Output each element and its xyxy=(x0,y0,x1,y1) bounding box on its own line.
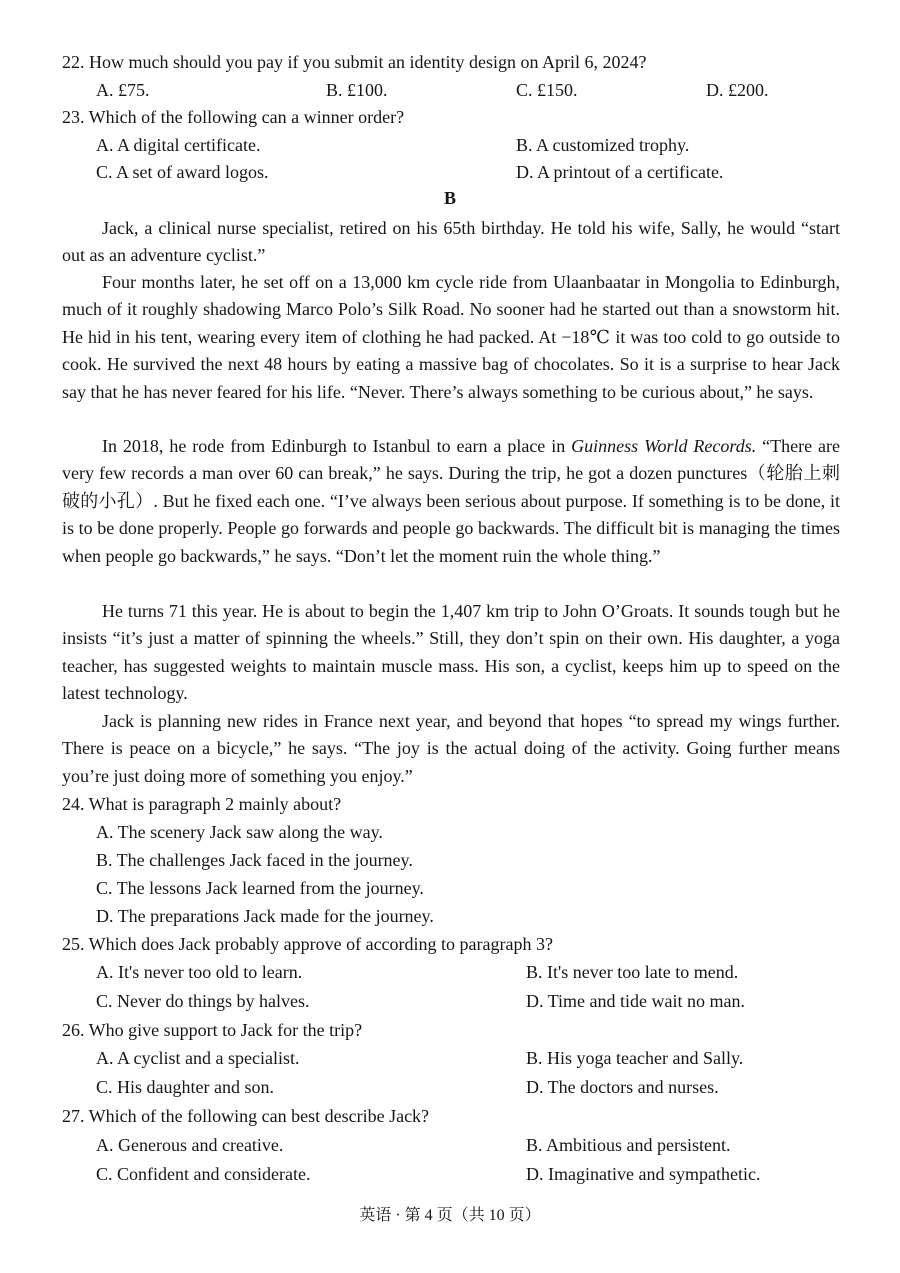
question-25-option-d: D. Time and tide wait no man. xyxy=(526,991,745,1011)
question-26-option-d: D. The doctors and nurses. xyxy=(526,1077,719,1097)
question-27-option-d: D. Imaginative and sympathetic. xyxy=(526,1164,761,1184)
question-26-stem: 26. Who give support to Jack for the trip? xyxy=(62,1020,363,1040)
question-23-option-b: B. A customized trophy. xyxy=(516,135,690,155)
paragraph-3-italic-title: Guinness World Records. xyxy=(571,436,757,456)
question-22-stem: 22. How much should you pay if you submit an identity design on April 6, 2024? xyxy=(62,52,647,72)
question-22-option-b: B. £100. xyxy=(326,80,388,100)
passage-paragraph-4: He turns 71 this year. He is about to begin the 1,407 km trip to John O’Groats. It sounds tough but he insists “it’s just a matter of spinning the wheels.” Still, they don’t spin on their own. His daughter, a yoga teacher, has suggested weights to maintain muscle mass. His son, a cyclist, keeps him up to speed on the latest technology. xyxy=(62,601,840,704)
question-25-option-b: B. It's never too late to mend. xyxy=(526,962,739,982)
question-26-option-b: B. His yoga teacher and Sally. xyxy=(526,1048,744,1068)
question-23-option-d: D. A printout of a certificate. xyxy=(516,162,724,182)
question-25-option-a: A. It's never too old to learn. xyxy=(96,962,303,982)
passage-paragraph-1: Jack, a clinical nurse specialist, retired on his 65th birthday. He told his wife, Sally, he would “start out as an adventure cyclist.” xyxy=(62,218,840,266)
passage-paragraph-3 xyxy=(62,433,840,570)
question-23-option-a: A. A digital certificate. xyxy=(96,135,261,155)
question-26-option-a: A. A cyclist and a specialist. xyxy=(96,1048,300,1068)
question-24-option-a: A. The scenery Jack saw along the way. xyxy=(96,822,383,842)
paragraph-3-text-start: In 2018, he rode from Edinburgh to Istanbul to earn a place in xyxy=(102,436,572,456)
passage-paragraph-2: Four months later, he set off on a 13,000 km cycle ride from Ulaanbaatar in Mongolia to Edinburgh, much of it roughly shadowing Marco Polo’s Silk Road. No sooner had he started out than a snowstorm hit. He hid in his tent, wearing every item of clothing he had packed. At −18℃ it was too cold to go outside to cook. He survived the next 48 hours by eating a massive bag of chocolates. So it is a surprise to hear Jack say that he has never feared for his life. “Never. There’s always something to be curious about,” he says. xyxy=(62,272,840,402)
page-footer: 英语 · 第 4 页（共 10 页） xyxy=(359,1207,541,1224)
question-22-option-d: D. £200. xyxy=(706,80,769,100)
question-22-option-c: C. £150. xyxy=(516,80,578,100)
question-27-option-c: C. Confident and considerate. xyxy=(96,1164,311,1184)
question-24-option-d: D. The preparations Jack made for the journey. xyxy=(96,906,434,926)
question-27-option-a: A. Generous and creative. xyxy=(96,1135,284,1155)
passage-paragraph-5: Jack is planning new rides in France next year, and beyond that hopes “to spread my wings further. There is peace on a bicycle,” he says. “The joy is the actual doing of the activity. Going further means you’re just doing more of something you enjoy.” xyxy=(62,711,840,786)
question-25-stem: 25. Which does Jack probably approve of according to paragraph 3? xyxy=(62,934,553,954)
question-24-option-c: C. The lessons Jack learned from the journey. xyxy=(96,878,424,898)
paragraph-3-text-end: “There are very few records a man over 60 can break,” he says. During the trip, he got a dozen punctures（轮胎上刺破的小孔）. But he fixed each one. “I’ve always been serious about purpose. If something is to be done, it is to be done properly. People go forwards and people go backwards. The difficult bit is managing the times when people go backwards,” he says. “Don’t let the moment ruin the whole thing.” xyxy=(62,436,840,566)
question-27-option-b: B. Ambitious and persistent. xyxy=(526,1135,731,1155)
question-24-option-b: B. The challenges Jack faced in the journey. xyxy=(96,850,413,870)
question-23-option-c: C. A set of award logos. xyxy=(96,162,269,182)
question-27-stem: 27. Which of the following can best describe Jack? xyxy=(62,1106,430,1126)
question-22-option-a: A. £75. xyxy=(96,80,150,100)
section-heading: B xyxy=(443,188,456,208)
question-24-stem: 24. What is paragraph 2 mainly about? xyxy=(62,794,342,814)
question-23-stem: 23. Which of the following can a winner order? xyxy=(62,107,405,127)
question-25-option-c: C. Never do things by halves. xyxy=(96,991,310,1011)
question-26-option-c: C. His daughter and son. xyxy=(96,1077,274,1097)
